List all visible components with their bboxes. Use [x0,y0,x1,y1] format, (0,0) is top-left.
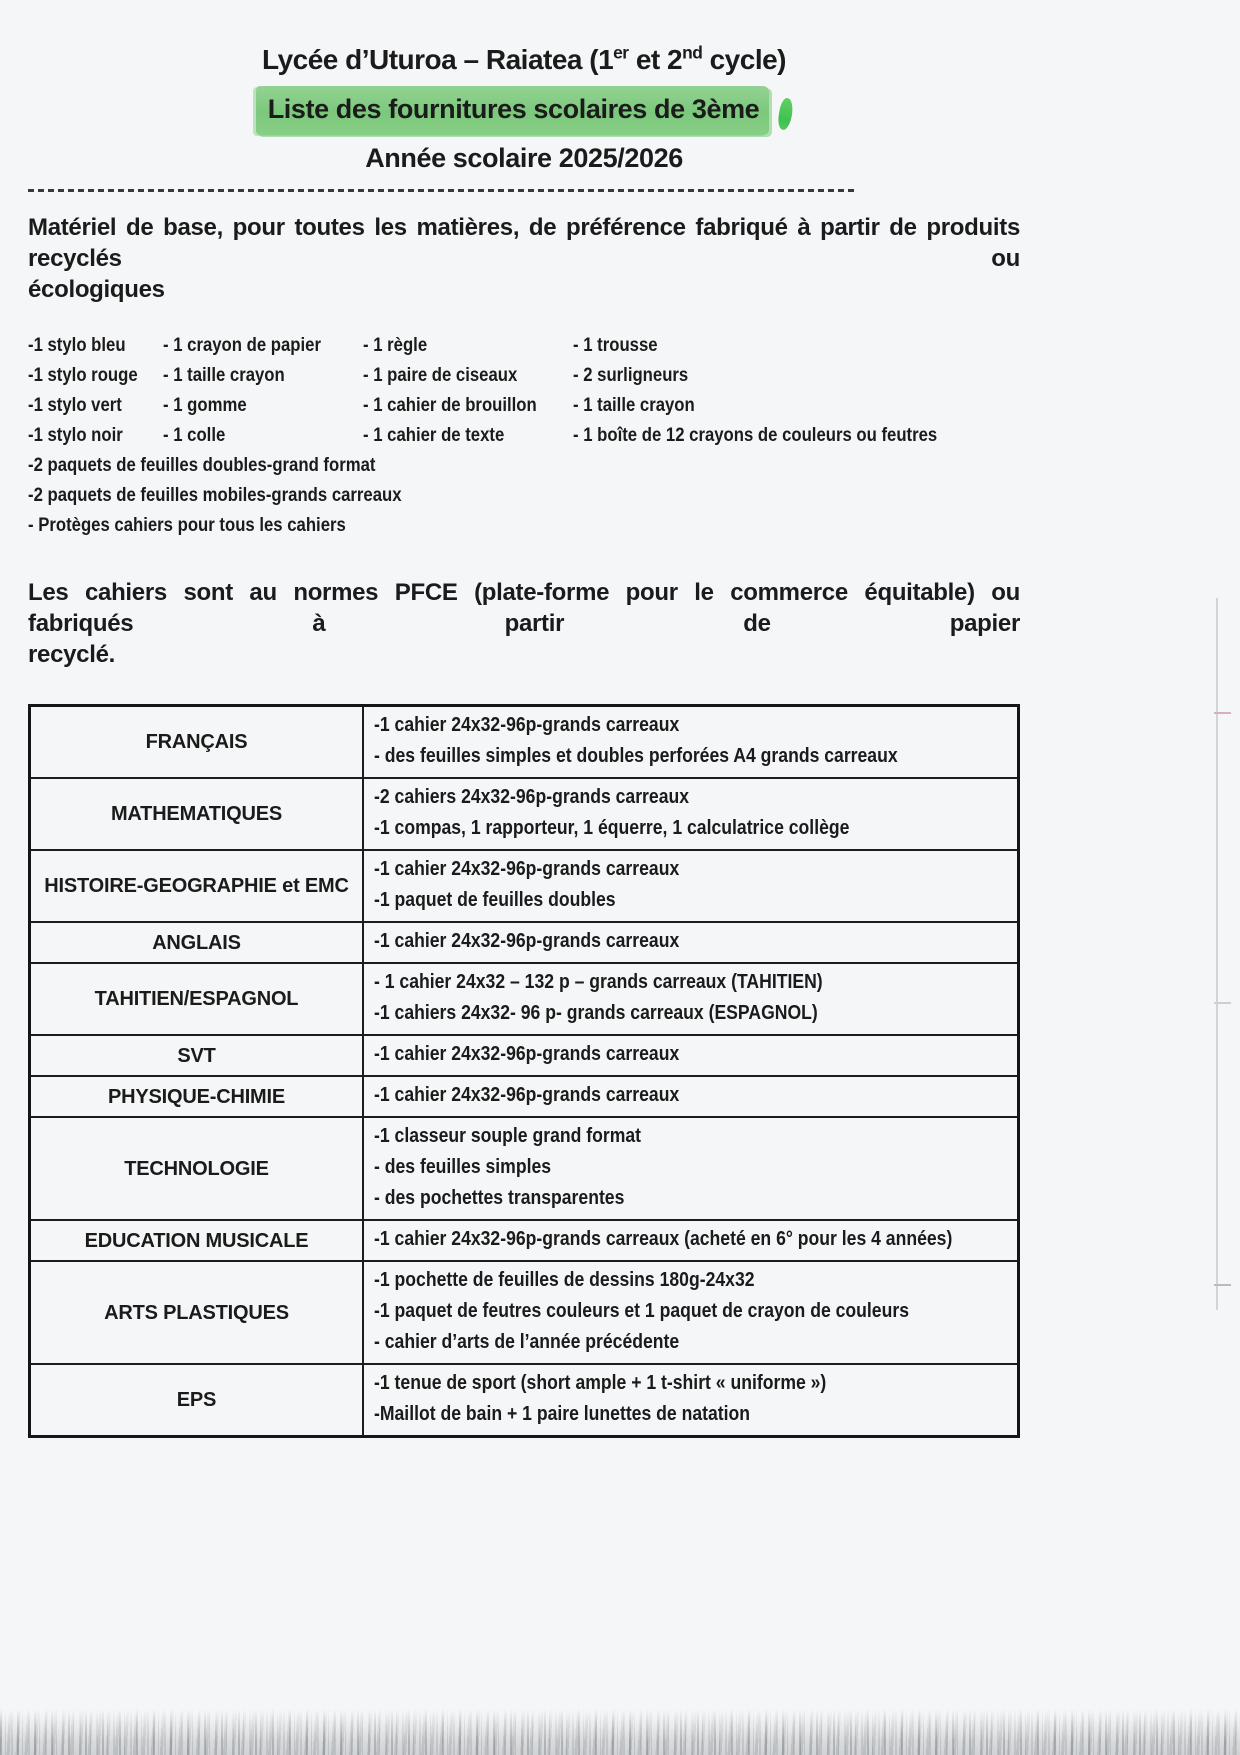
subject-cell: SVT [30,1035,364,1076]
items-cell: -1 cahier 24x32-96p-grands carreaux [363,1035,1019,1076]
scan-edge-artifact-line [1216,598,1218,1310]
items-cell: - 1 cahier 24x32 – 132 p – grands carreaux (TAHITIEN) -1 cahiers 24x32- 96 p- grands carreaux (ESPAGNOL) [363,963,1019,1035]
basic-supplies-grid [28,331,1020,451]
subject-cell: ARTS PLASTIQUES [30,1261,364,1364]
items-cell: -2 cahiers 24x32-96p-grands carreaux -1 compas, 1 rapporteur, 1 équerre, 1 calculatrice collège [363,778,1019,850]
list-item: - 1 crayon de papier [163,335,321,356]
school-title-text: Lycée d’Uturoa – Raiatea (1 [262,44,614,75]
page-content [28,40,1020,1438]
table-row [30,706,1019,779]
list-item: - 2 surligneurs [573,365,689,386]
pfce-note-paragraph [28,577,1020,670]
list-item: -2 paquets de feuilles doubles-grand format [28,455,376,476]
table-row [30,1076,1019,1117]
scan-noise-band [0,1709,1240,1755]
subject-cell: HISTOIRE-GEOGRAPHIE et EMC [30,850,364,922]
list-item: - 1 paire de ciseaux [363,365,518,386]
table-row [30,963,1019,1035]
table-row [30,850,1019,922]
school-title [28,40,1020,80]
list-item: -1 stylo noir [28,425,123,446]
basic-supplies-extra-lines [28,451,1020,541]
school-title-text-mid: et 2 [628,44,683,75]
list-item: - 1 règle [363,335,428,356]
items-cell: -1 tenue de sport (short ample + 1 t-shirt « uniforme ») -Maillot de bain + 1 paire lunettes de natation [363,1364,1019,1437]
dashed-divider [28,189,858,192]
items-cell: -1 cahier 24x32-96p-grands carreaux [363,922,1019,963]
scan-artifact-tick [1214,712,1231,714]
table-row [30,1220,1019,1261]
subject-cell: EPS [30,1364,364,1437]
document-subtitle-row [28,86,1020,135]
subject-cell: ANGLAIS [30,922,364,963]
subject-cell: TECHNOLOGIE [30,1117,364,1220]
pfce-note-line-2: recyclé. [28,641,116,668]
items-cell: -1 cahier 24x32-96p-grands carreaux (acheté en 6° pour les 4 années) [363,1220,1019,1261]
table-row [30,1261,1019,1364]
subject-cell: EDUCATION MUSICALE [30,1220,364,1261]
table-row [30,1364,1019,1437]
list-item: -1 stylo bleu [28,335,126,356]
intro-line-2: écologiques [28,276,165,303]
pfce-note-line-1: Les cahiers sont au normes PFCE (plate-forme pour le commerce équitable) ou fabriqués à partir de papier [28,579,1020,637]
table-row [30,922,1019,963]
list-item: - 1 boîte de 12 crayons de couleurs ou feutres [573,425,938,446]
list-item: - Protèges cahiers pour tous les cahiers [28,515,346,536]
subject-cell: TAHITIEN/ESPAGNOL [30,963,364,1035]
scan-artifact-tick [1214,1002,1231,1004]
superscript-er: er [613,42,629,63]
list-item: - 1 cahier de texte [363,425,505,446]
items-cell: -1 cahier 24x32-96p-grands carreaux [363,1076,1019,1117]
table-row [30,778,1019,850]
intro-line-1: Matériel de base, pour toutes les matières, de préférence fabriqué à partir de produits recyclés ou [28,214,1020,272]
table-row [30,1035,1019,1076]
supplies-table [28,704,1020,1438]
list-item: - 1 taille crayon [573,395,695,416]
subject-cell: PHYSIQUE-CHIMIE [30,1076,364,1117]
list-item: - 1 trousse [573,335,658,356]
highlighter-tail-mark [777,97,795,131]
list-item: -1 stylo vert [28,395,122,416]
list-item: - 1 cahier de brouillon [363,395,537,416]
list-item: -2 paquets de feuilles mobiles-grands carreaux [28,485,402,506]
superscript-nd: nd [682,42,703,63]
list-item: - 1 colle [163,425,226,446]
list-item: - 1 gomme [163,395,247,416]
subject-cell: FRANÇAIS [30,706,364,779]
table-row [30,1117,1019,1220]
subject-cell: MATHEMATIQUES [30,778,364,850]
items-cell: -1 pochette de feuilles de dessins 180g-24x32 -1 paquet de feutres couleurs et 1 paquet de crayon de couleurs - cahier d’arts de l’année précédente [363,1261,1019,1364]
list-item: - 1 taille crayon [163,365,285,386]
items-cell: -1 classeur souple grand format - des feuilles simples - des pochettes transparentes [363,1117,1019,1220]
items-cell: -1 cahier 24x32-96p-grands carreaux - des feuilles simples et doubles perforées A4 grands carreaux [363,706,1019,779]
scan-artifact-tick [1214,1284,1231,1286]
intro-paragraph [28,212,1020,305]
list-item: -1 stylo rouge [28,365,138,386]
highlighted-subtitle: Liste des fournitures scolaires de 3ème [256,86,770,135]
items-cell: -1 cahier 24x32-96p-grands carreaux -1 paquet de feuilles doubles [363,850,1019,922]
school-year-line: Année scolaire 2025/2026 [365,143,683,173]
school-title-text-end: cycle) [702,44,786,75]
